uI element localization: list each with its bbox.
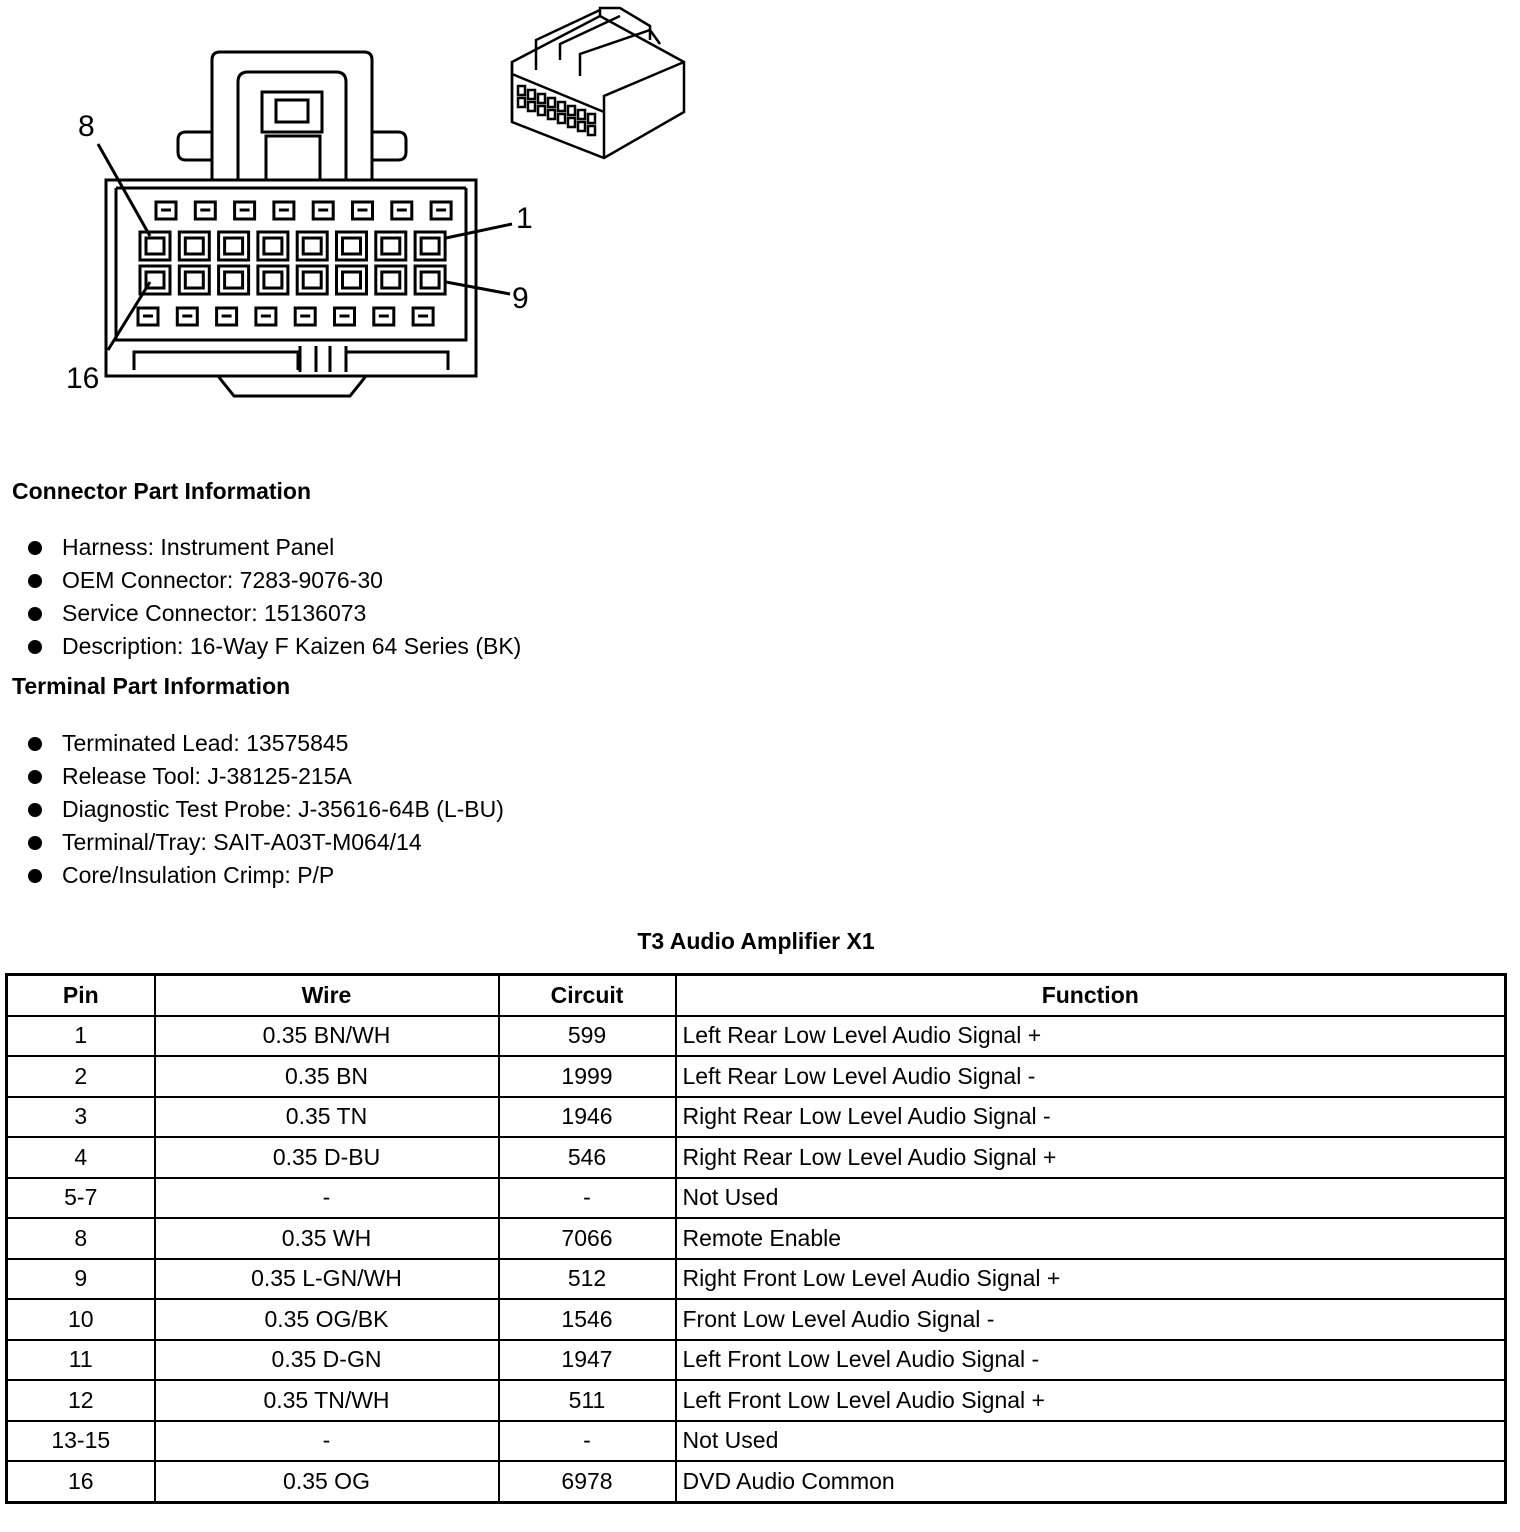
cavity-inner xyxy=(225,272,243,288)
cell-function: Left Rear Low Level Audio Signal - xyxy=(676,1056,1506,1097)
cell-pin: 9 xyxy=(7,1259,155,1300)
cavity-inner xyxy=(421,272,439,288)
cavity-inner xyxy=(303,238,321,254)
cavity-inner xyxy=(382,272,400,288)
list-item: Diagnostic Test Probe: J-35616-64B (L-BU) xyxy=(28,793,504,826)
cell-circuit: 6978 xyxy=(499,1461,676,1502)
column-header-function: Function xyxy=(676,975,1506,1016)
table-header-row xyxy=(7,975,1506,1016)
cell-wire: 0.35 BN/WH xyxy=(155,1016,499,1057)
cavity-inner xyxy=(264,238,282,254)
cell-pin: 3 xyxy=(7,1097,155,1138)
cell-function: Not Used xyxy=(676,1421,1506,1462)
iso-cavity xyxy=(558,102,565,111)
cavity-inner xyxy=(421,238,439,254)
cell-function: Left Rear Low Level Audio Signal + xyxy=(676,1016,1506,1057)
iso-cavity xyxy=(568,118,575,127)
cell-wire: 0.35 L-GN/WH xyxy=(155,1259,499,1300)
cell-circuit: 1947 xyxy=(499,1340,676,1381)
list-item: Core/Insulation Crimp: P/P xyxy=(28,859,504,892)
cell-circuit: 546 xyxy=(499,1137,676,1178)
iso-cavity xyxy=(538,106,545,115)
table-row xyxy=(7,1097,1506,1138)
terminal-info-heading: Terminal Part Information xyxy=(12,673,291,699)
cell-function: Left Front Low Level Audio Signal - xyxy=(676,1340,1506,1381)
cell-circuit: - xyxy=(499,1421,676,1462)
cavity-inner xyxy=(264,272,282,288)
callout-pin-1: 1 xyxy=(516,202,533,235)
cell-circuit: 7066 xyxy=(499,1218,676,1259)
callout-pin-8: 8 xyxy=(78,110,95,143)
iso-cavity xyxy=(548,98,555,107)
connector-diagram xyxy=(0,0,720,410)
iso-cavity xyxy=(588,126,595,135)
iso-cavity xyxy=(528,90,535,99)
connector-info-list xyxy=(28,531,521,663)
table-row xyxy=(7,1299,1506,1340)
cell-wire: 0.35 TN/WH xyxy=(155,1380,499,1421)
list-item: Harness: Instrument Panel xyxy=(28,531,521,564)
cell-function: Left Front Low Level Audio Signal + xyxy=(676,1380,1506,1421)
list-item: Description: 16-Way F Kaizen 64 Series (BK) xyxy=(28,630,521,663)
cavity-inner xyxy=(303,272,321,288)
cavity-inner xyxy=(382,238,400,254)
cell-circuit: - xyxy=(499,1178,676,1219)
cell-wire: 0.35 OG xyxy=(155,1461,499,1502)
iso-cavity xyxy=(548,110,555,119)
iso-cavity xyxy=(568,106,575,115)
iso-cavity xyxy=(528,102,535,111)
cell-wire: - xyxy=(155,1178,499,1219)
cell-wire: 0.35 BN xyxy=(155,1056,499,1097)
cell-function: Right Rear Low Level Audio Signal + xyxy=(676,1137,1506,1178)
iso-cavity xyxy=(578,110,585,119)
cell-wire: 0.35 WH xyxy=(155,1218,499,1259)
cavity-inner xyxy=(185,238,203,254)
cell-pin: 12 xyxy=(7,1380,155,1421)
connector-face-drawing xyxy=(98,52,512,396)
cell-circuit: 1546 xyxy=(499,1299,676,1340)
cell-wire: 0.35 D-BU xyxy=(155,1137,499,1178)
cell-circuit: 599 xyxy=(499,1016,676,1057)
cell-pin: 4 xyxy=(7,1137,155,1178)
cell-pin: 5-7 xyxy=(7,1178,155,1219)
cell-pin: 2 xyxy=(7,1056,155,1097)
connector-3d-illustration xyxy=(512,8,684,158)
cell-circuit: 511 xyxy=(499,1380,676,1421)
cell-wire: - xyxy=(155,1421,499,1462)
list-item: Release Tool: J-38125-215A xyxy=(28,760,504,793)
cell-circuit: 1999 xyxy=(499,1056,676,1097)
table-row xyxy=(7,1218,1506,1259)
list-item: Service Connector: 15136073 xyxy=(28,597,521,630)
cell-pin: 11 xyxy=(7,1340,155,1381)
iso-cavity xyxy=(588,114,595,123)
table-row xyxy=(7,1016,1506,1057)
table-row xyxy=(7,1421,1506,1462)
cell-pin: 1 xyxy=(7,1016,155,1057)
column-header-wire: Wire xyxy=(155,975,499,1016)
cell-function: Remote Enable xyxy=(676,1218,1506,1259)
table-row xyxy=(7,1259,1506,1300)
cell-function: Front Low Level Audio Signal - xyxy=(676,1299,1506,1340)
table-title: T3 Audio Amplifier X1 xyxy=(637,928,875,954)
cell-pin: 10 xyxy=(7,1299,155,1340)
table-row xyxy=(7,1137,1506,1178)
list-item: Terminal/Tray: SAIT-A03T-M064/14 xyxy=(28,826,504,859)
table-row xyxy=(7,1380,1506,1421)
iso-cavity xyxy=(518,86,525,95)
connector-info-heading: Connector Part Information xyxy=(12,478,312,504)
iso-cavity xyxy=(578,122,585,131)
table-row xyxy=(7,1340,1506,1381)
cell-function: Right Front Low Level Audio Signal + xyxy=(676,1259,1506,1300)
list-item: Terminated Lead: 13575845 xyxy=(28,727,504,760)
cell-function: Right Rear Low Level Audio Signal - xyxy=(676,1097,1506,1138)
cavity-inner xyxy=(146,238,164,254)
iso-cavity xyxy=(538,94,545,103)
cell-wire: 0.35 OG/BK xyxy=(155,1299,499,1340)
callout-pin-9: 9 xyxy=(512,282,529,315)
cell-pin: 8 xyxy=(7,1218,155,1259)
cell-function: Not Used xyxy=(676,1178,1506,1219)
cell-circuit: 512 xyxy=(499,1259,676,1300)
cell-pin: 16 xyxy=(7,1461,155,1502)
cavity-inner xyxy=(343,238,361,254)
cavity-inner xyxy=(185,272,203,288)
cell-function: DVD Audio Common xyxy=(676,1461,1506,1502)
callout-pin-16: 16 xyxy=(66,362,100,395)
table-row xyxy=(7,1056,1506,1097)
iso-cavity xyxy=(558,114,565,123)
cell-pin: 13-15 xyxy=(7,1421,155,1462)
table-row xyxy=(7,1461,1506,1502)
column-header-circuit: Circuit xyxy=(499,975,676,1016)
iso-cavity xyxy=(518,98,525,107)
cell-wire: 0.35 TN xyxy=(155,1097,499,1138)
cavity-inner xyxy=(225,238,243,254)
cell-circuit: 1946 xyxy=(499,1097,676,1138)
table-row xyxy=(7,1178,1506,1219)
terminal-info-list xyxy=(28,727,504,892)
cavity-inner xyxy=(343,272,361,288)
list-item: OEM Connector: 7283-9076-30 xyxy=(28,564,521,597)
pinout-table xyxy=(5,973,1507,1504)
column-header-pin: Pin xyxy=(7,975,155,1016)
cell-wire: 0.35 D-GN xyxy=(155,1340,499,1381)
